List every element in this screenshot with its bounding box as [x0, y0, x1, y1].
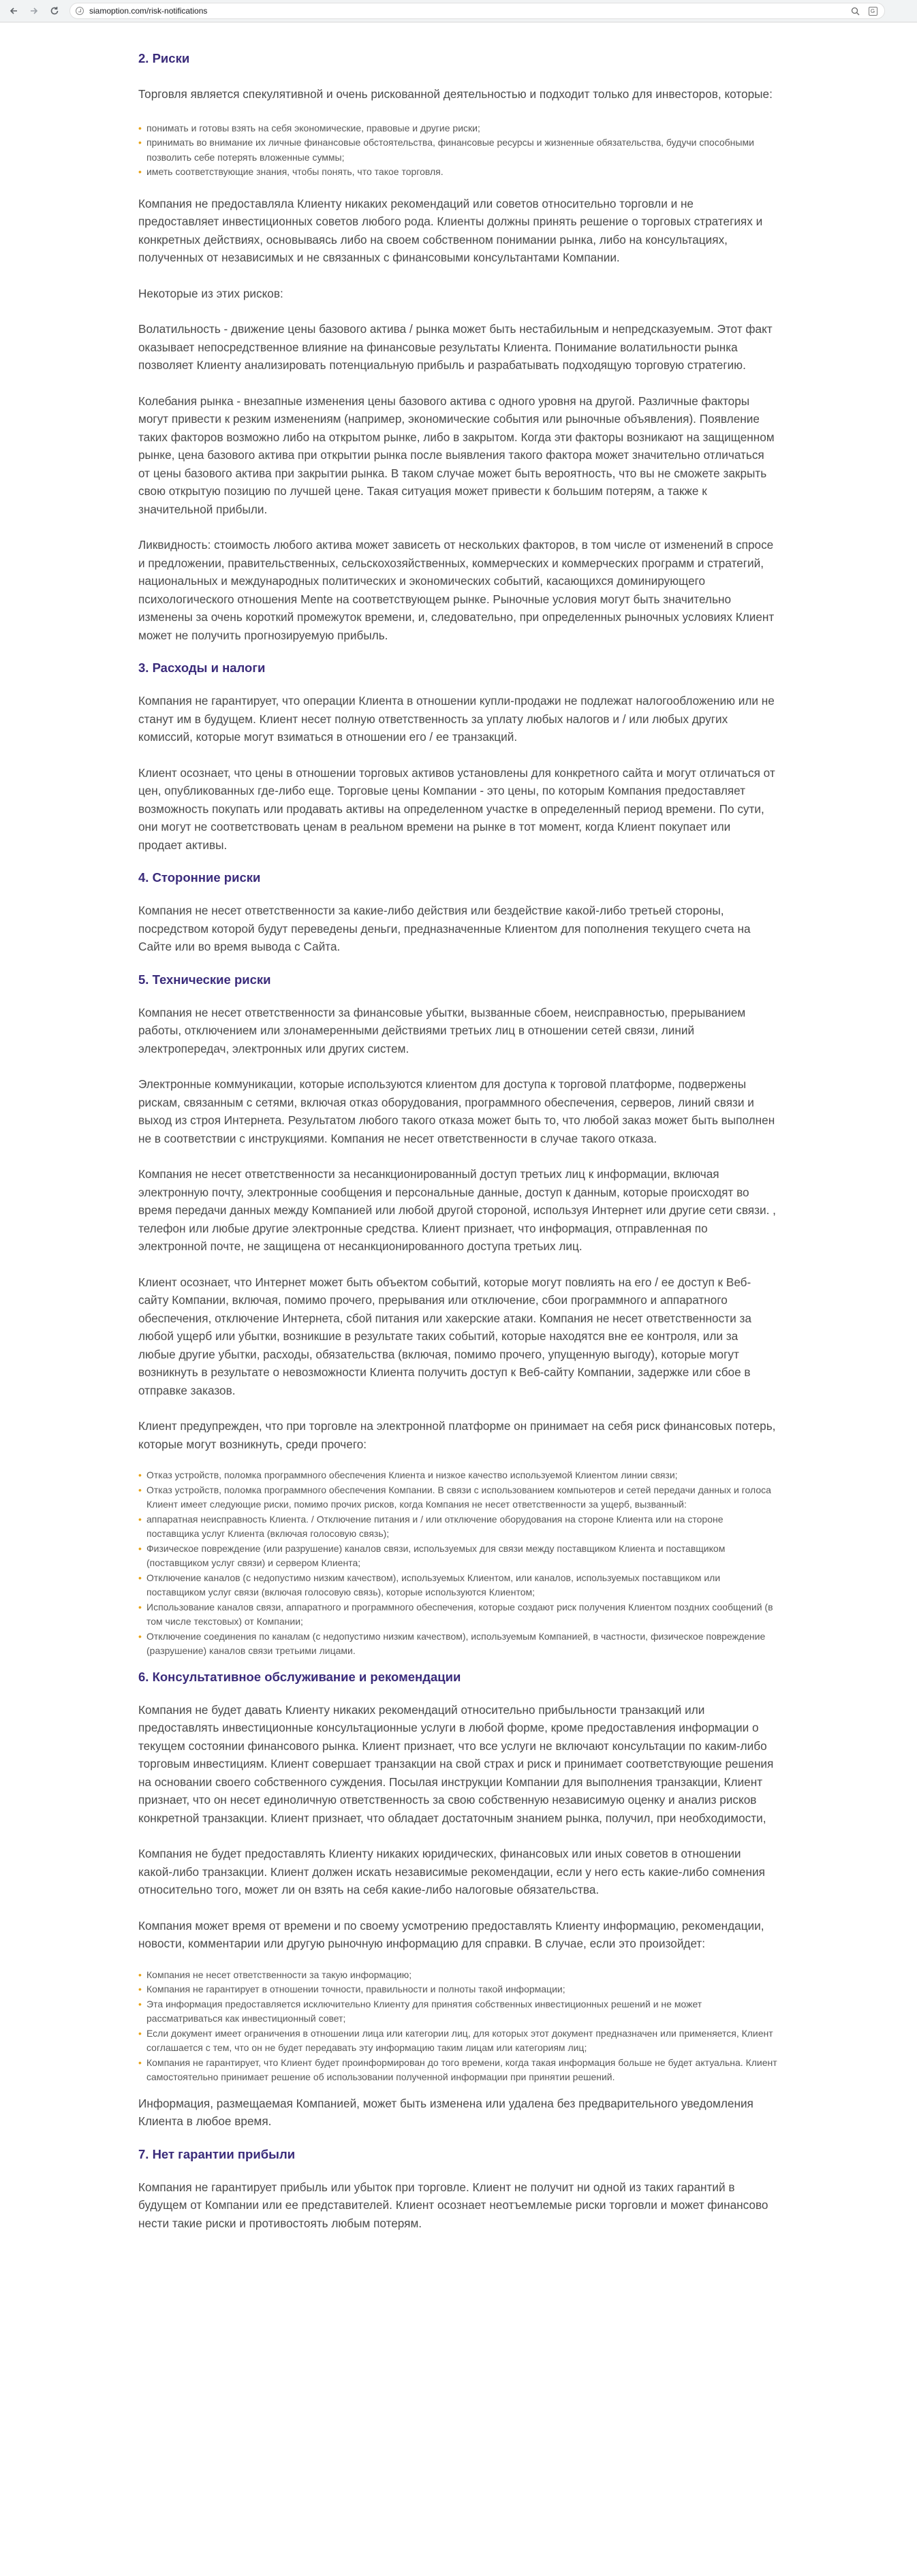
- list-item: • Компания не гарантирует в отношении точности, правильности и полноты такой информации;: [138, 1982, 777, 1997]
- arrow-right-icon: [29, 6, 39, 16]
- paragraph: Электронные коммуникации, которые используются клиентом для доступа к торговой платформе, подвержены рискам, связанным с сетями, включая отказ оборудования, программного обеспечения, серверов, линий связи и выход из строя Интернета. Результатом любого такого отказа может быть то, что любой заказ может быть выполнен не в соответствии с инструкциями. Компания не несет ответственности в случае такого отказа.: [138, 1077, 775, 1145]
- paragraph: Торговля является спекулятивной и очень рискованной деятельностью и подходит только для инвесторов, которые:: [138, 87, 773, 101]
- address-bar[interactable]: [69, 3, 885, 19]
- section-title-advisory-services: 6. Консультативное обслуживание и рекомендации: [138, 1669, 461, 1684]
- bullet-list: [138, 121, 777, 180]
- arrow-left-icon: [9, 6, 18, 16]
- paragraph: Некоторые из этих рисков:: [138, 286, 283, 300]
- paragraph: Ликвидность: стоимость любого актива может зависеть от нескольких факторов, в том числе от изменений в спросе и предложении, правительственных, сельскохозяйственных, коммерческих и коммерческих программ и стратегий, национальных и международных политических и экономических событий, касающихся доминирующего психологического отношения Mente на соответствующем рынке. Рыночные условия могут быть значительно изменены за очень короткий промежуток времени, и, следовательно, при определенных рыночных условиях Клиент может не получить прогнозируемую прибыль.: [138, 538, 775, 642]
- url-text[interactable]: siamoption.com/risk-notifications: [89, 6, 208, 16]
- browser-toolbar: [0, 0, 917, 22]
- translate-icon[interactable]: G: [867, 5, 879, 17]
- list-item: • Отказ устройств, поломка программного обеспечения Компании. В связи с использованием компьютеров и сетей передачи данных и голоса Клиент имеет следующие риски, помимо прочих рисков, когда Компания не несет ответственности за ущерб, вызванный:: [138, 1483, 777, 1512]
- list-item: • принимать во внимание их личные финансовые обстоятельства, финансовые ресурсы и жизненные обязательства, будучи способными позволить себе потерять вложенные суммы;: [138, 136, 777, 165]
- paragraph: Компания не гарантирует, что операции Клиента в отношении купли-продажи не подлежат налогообложению или не станут им в будущем. Клиент несет полную ответственность за уплату любых налогов и / или любых других комиссий, которые могут взиматься в отношении его / ее транзакций.: [138, 694, 775, 744]
- list-item: • Если документ имеет ограничения в отношении лица или категории лиц, для которых этот документ предназначен или применяется, Клиент соглашается с тем, что он не будет передавать эту информацию таким лицам или категориям лиц;: [138, 2026, 777, 2056]
- list-item: • Физическое повреждение (или разрушение) каналов связи, используемых для связи между поставщиком Клиента и поставщиком (поставщиком услуг связи) и сервером Клиента;: [138, 1542, 777, 1571]
- bullet-list: [138, 1468, 777, 1659]
- list-item: • Компания не гарантирует, что Клиент будет проинформирован до того времени, когда такая информация больше не будет актуальна. Клиент самостоятельно принимает решение об использовании полученной информации при принятии решений.: [138, 2056, 777, 2085]
- paragraph: Информация, размещаемая Компанией, может быть изменена или удалена без предварительного уведомления Клиента в любое время.: [138, 2096, 753, 2128]
- paragraph: Компания не несет ответственности за несанкционированный доступ третьих лиц к информации, включая электронную почту, электронные сообщения и персональные данные, доступ к данным, которые происходят во время передачи данных между Компанией или любой другой стороной, используя Интернет или другие сети связи. , телефон или любые другие электронные средства. Клиент признает, что информация, отправленная по электронной почте, не защищена от несанкционированного доступа третьих лиц.: [138, 1167, 776, 1253]
- reload-icon: [50, 6, 59, 16]
- site-info-icon[interactable]: [76, 7, 84, 15]
- paragraph: Компания не несет ответственности за какие-либо действия или бездействие какой-либо третьей стороны, посредством которой будут переведены деньги, предназначенные Клиентом для пополнения текущего счета на Сайте или во время вывода с Сайта.: [138, 904, 751, 953]
- list-item: • Отказ устройств, поломка программного обеспечения Клиента и низкое качество используемой Клиентом линии связи;: [138, 1468, 777, 1483]
- paragraph: Волатильность - движение цены базового актива / рынка может быть нестабильным и непредсказуемым. Этот факт оказывает непосредственное влияние на финансовые результаты Клиента. Понимание волатильности рынка позволяет Клиенту анализировать потенциальную прибыль и разрабатывать подходящую торговую стратегию.: [138, 322, 773, 372]
- list-item: • Использование каналов связи, аппаратного и программного обеспечения, которые создают риск получения Клиентом поздних сообщений (в том числе текстовых) от Компании;: [138, 1600, 777, 1629]
- zoom-icon[interactable]: [849, 5, 861, 17]
- section-title-technical-risks: 5. Технические риски: [138, 972, 271, 987]
- list-item: • понимать и готовы взять на себя экономические, правовые и другие риски;: [138, 121, 777, 136]
- list-item: • аппаратная неисправность Клиента. / Отключение питания и / или отключение оборудования на стороне Клиента или на стороне поставщика услуг Клиента (включая голосовую связь);: [138, 1512, 777, 1542]
- paragraph: Клиент осознает, что Интернет может быть объектом событий, которые могут повлиять на его / ее доступ к Веб-сайту Компании, включая, помимо прочего, прерывания или отключение, сбои программного и аппаратного обеспечения, отключение Интернета, сбой питания или хакерские атаки. Компания не несет ответственности за любой ущерб или убытки, возникшие в результате таких событий, которые находятся вне ее контроля, или за любые другие убытки, расходы, обязательства (включая, помимо прочего, упущенную выгоду), которые могут возникнуть в результате о невозможности Клиента получить доступ к Веб-сайту Компании, задержке или сбое в отправке заказов.: [138, 1275, 751, 1397]
- paragraph: Колебания рынка - внезапные изменения цены базового актива с одного уровня на другой. Различные факторы могут привести к резким изменениям (например, экономические события или рыночные объявления). Появление таких факторов возможно либо на открытом рынке, либо в закрытом. Когда эти факторы возникают на защищенном рынке, цена базового актива при открытии рынка после выявления такого фактора может значительно отличаться от цены базового актива при закрытии рынка. В таком случае может быть вероятность, что вы не сможете закрыть свою открытую позицию по лучшей цене. Такая ситуация может привести к большим потерям, а также к значительной прибыли.: [138, 394, 775, 516]
- paragraph: Компания не будет давать Клиенту никаких рекомендаций относительно прибыльности транзакций или предоставлять инвестиционные консультационные услуги в любой форме, кроме предоставления информации о текущем состоянии финансового рынка. Клиент признает, что все услуги не включают консультации по каким-либо торговым инвестициям. Клиент совершает транзакции на свой страх и риск и принимает соответствующие решения на основании своего собственного суждения. Посылая инструкции Компании для выполнения транзакции, Клиент признает, что он несет единоличную ответственность за свою собственную независимую оценку и анализ рисков конкретной транзакции. Клиент признает, что обладает достаточным знанием рынка, получил, при необходимости,: [138, 1702, 774, 1825]
- paragraph: Компания не несет ответственности за финансовые убытки, вызванные сбоем, неисправностью, прерыванием работы, отключением или злонамеренными действиями третьих лиц в отношении сетей связи, линий электропередач, электронных или других систем.: [138, 1005, 746, 1055]
- list-item: • Отключение соединения по каналам (с недопустимо низким качеством), используемым Компанией, в частности, физическое повреждение (разрушение) каналов связи третьими лицами.: [138, 1629, 777, 1659]
- list-item: • Компания не несет ответственности за такую информацию;: [138, 1968, 777, 1983]
- section-title-no-profit-guarantee: 7. Нет гарантии прибыли: [138, 2146, 296, 2161]
- paragraph: Компания не гарантирует прибыль или убыток при торговле. Клиент не получит ни одной из таких гарантий в будущем от Компании или ее представителей. Клиент осознает неотъемлемые риски торговли и может финансово нести такие риски и противостоять любым потерям.: [138, 2180, 768, 2230]
- paragraph: Компания может время от времени и по своему усмотрению предоставлять Клиенту информацию, рекомендации, новости, комментарии или другую рыночную информацию для справки. В случае, если это произойдет:: [138, 1918, 764, 1950]
- section-title-risks: 2. Риски: [138, 51, 190, 65]
- list-item: • Отключение каналов (с недопустимо низким качеством), используемых Клиентом, или каналов, используемых поставщиком или поставщиком услуг связи (включая голосовую связь), которые используются Клиентом;: [138, 1571, 777, 1600]
- list-item: • иметь соответствующие знания, чтобы понять, что такое торговля.: [138, 165, 777, 180]
- bullet-list: [138, 1968, 777, 2085]
- paragraph: Клиент осознает, что цены в отношении торговых активов установлены для конкретного сайта и могут отличаться от цен, опубликованных где-либо еще. Торговые цены Компании - это цены, по которым Компания предоставляет возможность покупать или продавать активы на определенном участке в определенный период времени. По сути, они могут не соответствовать ценам в реальном времени на рынке в тот момент, когда Клиент покупает или продает активы.: [138, 765, 775, 852]
- section-title-costs-taxes: 3. Расходы и налоги: [138, 661, 266, 675]
- page-body: [0, 22, 917, 2576]
- paragraph: Клиент предупрежден, что при торговле на электронной платформе он принимает на себя риск финансовых потерь, которые могут возникнуть, среди прочего:: [138, 1419, 776, 1451]
- reload-button[interactable]: [45, 1, 64, 20]
- list-item: • Эта информация предоставляется исключительно Клиенту для принятия собственных инвестиционных решений и не может рассматриваться как инвестиционный совет;: [138, 1997, 777, 2026]
- risk-notifications-content: [138, 50, 777, 2232]
- section-title-third-party-risks: 4. Сторонние риски: [138, 870, 261, 885]
- paragraph: Компания не будет предоставлять Клиенту никаких юридических, финансовых или иных советов в отношении какой-либо транзакции. Клиент должен искать независимые рекомендации, если у него есть какие-либо сомнения относительно того, может ли он взять на себя какие-либо налоговые обязательства.: [138, 1847, 765, 1896]
- forward-button[interactable]: [25, 1, 44, 20]
- back-button[interactable]: [4, 1, 23, 20]
- paragraph: Компания не предоставляла Клиенту никаких рекомендаций или советов относительно торговли и не предоставляет инвестиционных советов любого рода. Клиенты должны принять решение о торговых стратегиях и конкретных действиях, основываясь либо на своем собственном понимании рынка, либо на консультациях, полученных от независимых и не связанных с финансовыми консультантами Компании.: [138, 196, 763, 264]
